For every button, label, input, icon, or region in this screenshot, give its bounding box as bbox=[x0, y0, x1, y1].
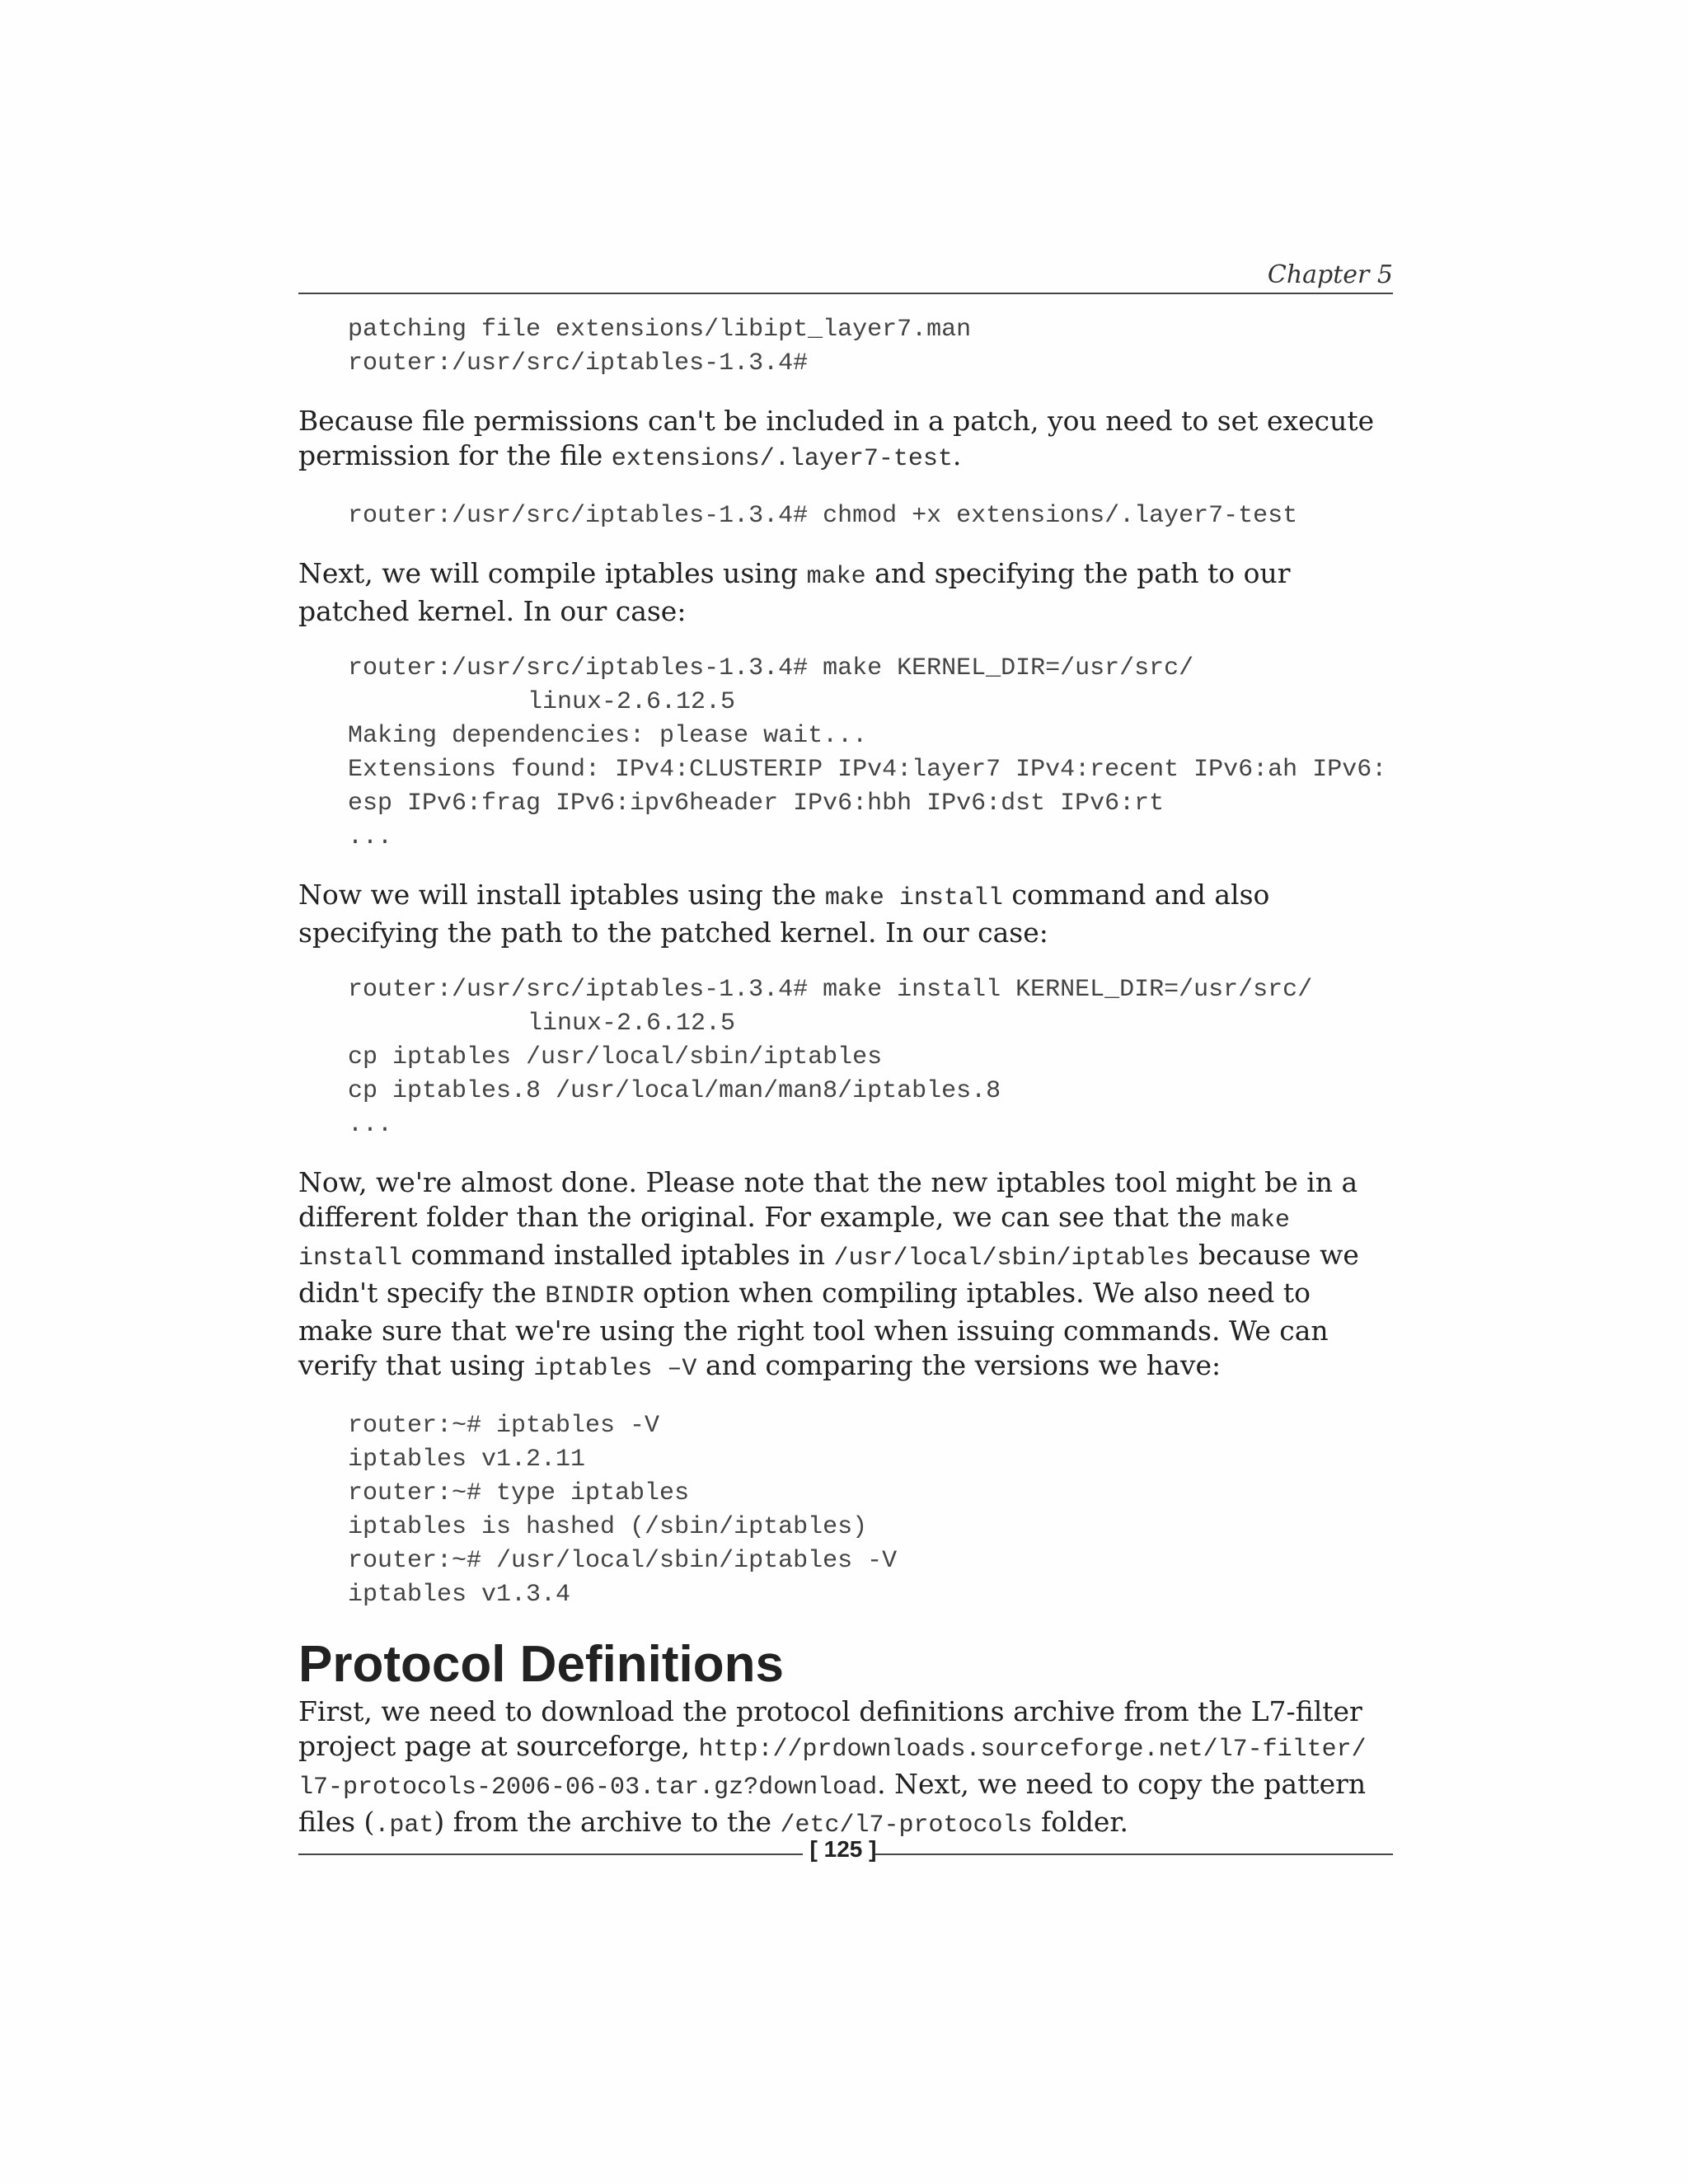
text-run: and comparing the versions we have: bbox=[696, 1349, 1221, 1381]
code-line: router:~# type iptables bbox=[348, 1479, 690, 1507]
inline-code: BINDIR bbox=[545, 1282, 635, 1310]
code-line: router:/usr/src/iptables-1.3.4# bbox=[348, 349, 809, 377]
code-line: cp iptables.8 /usr/local/man/man8/iptables.8 bbox=[348, 1077, 1001, 1105]
paragraph-permissions bbox=[298, 404, 1393, 476]
page-content bbox=[298, 313, 1393, 1843]
paragraph-compile bbox=[298, 556, 1393, 629]
text-run: command and also specifying the path to the patched kernel. In our case: bbox=[298, 879, 1270, 949]
text-run: ) from the archive to the bbox=[434, 1806, 781, 1838]
text-run: . Next, we need to copy the pattern files ( bbox=[298, 1768, 1367, 1838]
inline-code: make bbox=[806, 563, 866, 591]
code-line: esp IPv6:frag IPv6:ipv6header IPv6:hbh IPv6:dst IPv6:rt bbox=[348, 790, 1165, 818]
paragraph-almost-done bbox=[298, 1165, 1393, 1386]
code-line: iptables v1.3.4 bbox=[348, 1581, 571, 1609]
header-rule bbox=[298, 293, 1393, 294]
code-block-chmod bbox=[348, 499, 1393, 533]
inline-code: make install bbox=[824, 884, 1003, 912]
text-run: and specifying the path to our patched kernel. In our case: bbox=[298, 557, 1291, 627]
code-block-version-check bbox=[348, 1409, 1393, 1612]
code-block-patch-output bbox=[348, 313, 1393, 381]
code-line: router:/usr/src/iptables-1.3.4# make install KERNEL_DIR=/usr/src/ bbox=[348, 976, 1313, 1004]
page-footer bbox=[298, 1836, 1393, 1869]
text-run: Now we will install iptables using the bbox=[298, 879, 825, 911]
code-line: Making dependencies: please wait... bbox=[348, 722, 868, 750]
code-line: ... bbox=[348, 823, 393, 851]
code-line: router:~# iptables -V bbox=[348, 1412, 660, 1440]
text-run: option when compiling iptables. We also need to make sure that we're using the right tool when issuing commands. We can verify that using bbox=[298, 1277, 1329, 1381]
chapter-label: Chapter 5 bbox=[1267, 260, 1393, 289]
code-line: router:/usr/src/iptables-1.3.4# chmod +x extensions/.layer7-test bbox=[348, 502, 1298, 530]
text-run: because we didn't specify the bbox=[298, 1239, 1359, 1309]
code-block-make-install bbox=[348, 973, 1393, 1142]
paragraph-protocol-definitions bbox=[298, 1694, 1393, 1843]
code-line: router:/usr/src/iptables-1.3.4# make KERNEL_DIR=/usr/src/ bbox=[348, 654, 1194, 682]
code-line: Extensions found: IPv4:CLUSTERIP IPv4:layer7 IPv4:recent IPv6:ah IPv6: bbox=[348, 756, 1387, 784]
code-block-make bbox=[348, 652, 1393, 855]
text-run: Next, we will compile iptables using bbox=[298, 557, 807, 589]
text-run: command installed iptables in bbox=[402, 1239, 834, 1271]
text-run: . bbox=[952, 439, 962, 471]
code-line: linux-2.6.12.5 bbox=[528, 688, 736, 716]
inline-code: extensions/.layer7-test bbox=[611, 445, 953, 473]
text-run: Because file permissions can't be included in a patch, you need to set execute permission for the file bbox=[298, 405, 1375, 471]
footer-rule-left bbox=[298, 1854, 803, 1855]
code-line: linux-2.6.12.5 bbox=[528, 1010, 736, 1038]
code-line: cp iptables /usr/local/sbin/iptables bbox=[348, 1043, 883, 1071]
text-run: First, we need to download the protocol definitions archive from the L7-filter project page at sourceforge, bbox=[298, 1695, 1362, 1762]
paragraph-install bbox=[298, 878, 1393, 950]
text-run: folder. bbox=[1032, 1806, 1128, 1838]
footer-rule-right bbox=[875, 1854, 1393, 1855]
inline-code: iptables –V bbox=[533, 1355, 697, 1383]
code-line: iptables v1.2.11 bbox=[348, 1446, 586, 1474]
inline-code: /etc/l7-protocols bbox=[780, 1811, 1033, 1840]
inline-code: .pat bbox=[374, 1811, 434, 1840]
page-number: [ 125 ] bbox=[809, 1836, 877, 1862]
text-run: Now, we're almost done. Please note that the new iptables tool might be in a different folder than the original. For example, we can see that the bbox=[298, 1166, 1358, 1233]
page-header bbox=[298, 260, 1393, 293]
code-line: patching file extensions/libipt_layer7.man bbox=[348, 316, 972, 344]
code-line: router:~# /usr/local/sbin/iptables -V bbox=[348, 1547, 898, 1575]
inline-code-url: http://prdownloads.sourceforge.net/l7-filter/ l7-protocols-2006-06-03.tar.gz?download bbox=[298, 1736, 1367, 1802]
inline-code: make install bbox=[298, 1207, 1290, 1272]
section-heading: Protocol Definitions bbox=[298, 1636, 784, 1693]
code-line: iptables is hashed (/sbin/iptables) bbox=[348, 1513, 868, 1541]
code-line: ... bbox=[348, 1111, 393, 1139]
inline-code: /usr/local/sbin/iptables bbox=[833, 1244, 1190, 1272]
